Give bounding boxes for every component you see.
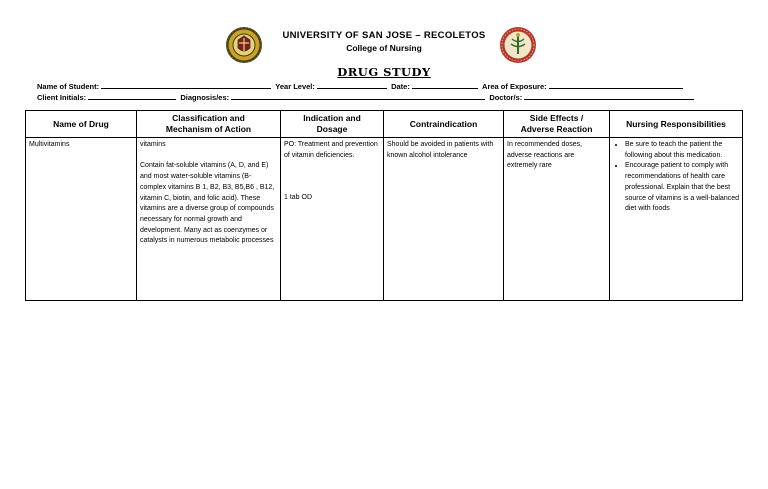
diagnosis-field[interactable] [231, 92, 485, 100]
indication-text: PO: Treatment and prevention of vitamin deficiencies. [284, 141, 378, 159]
client-initials-label: Client Initials: [37, 93, 87, 102]
doctor-label: Doctor/s: [489, 93, 523, 102]
student-name-field[interactable] [101, 81, 271, 89]
college-name: College of Nursing [346, 43, 422, 53]
form-row-2 [37, 92, 696, 102]
cell-drug-name: Multivitamins [26, 138, 137, 301]
cell-side-effects: In recommended doses, adverse reactions are extremely rare [504, 138, 610, 301]
list-item: • Be sure to teach the patient the following about this medication. [625, 140, 739, 161]
cell-indication [281, 138, 384, 301]
drug-study-table [25, 110, 743, 301]
area-of-exposure-field[interactable] [549, 81, 683, 89]
form-row-1 [37, 81, 685, 91]
client-initials-field[interactable] [88, 92, 176, 100]
cell-nursing-responsibilities [610, 138, 743, 301]
year-level-label: Year Level: [275, 82, 315, 91]
diagnosis-label: Diagnosis/es: [180, 93, 230, 102]
table-row [26, 138, 743, 301]
mechanism-text: Contain fat-soluble vitamins (A, D, and E) and most water-soluble vitamins (B-complex vitamins B 1, B2, B3, B5,B6 , B12, vitamin C, biotin, and folic acid). These vitamins are a diverse group of compounds necessary for normal growth and development. Many act as coenzymes or catalysts in numerous metabolic processes [140, 162, 275, 245]
cell-contraindication: Should be avoided in patients with known alcohol intolerance [384, 138, 504, 301]
header-indication: Indication and Dosage [281, 111, 384, 138]
header-name-of-drug: Name of Drug [26, 111, 137, 138]
date-label: Date: [391, 82, 410, 91]
area-of-exposure-label: Area of Exposure: [482, 82, 547, 91]
cell-classification [137, 138, 281, 301]
year-level-field[interactable] [317, 81, 387, 89]
student-name-label: Name of Student: [37, 82, 100, 91]
table-header-row [26, 111, 743, 138]
header-contraindication: Contraindication [384, 111, 504, 138]
university-name: UNIVERSITY OF SAN JOSE – RECOLETOS [282, 30, 486, 41]
header-nursing-responsibilities: Nursing Responsibilities [610, 111, 743, 138]
dosage-text: 1 tab OD [284, 194, 313, 202]
classification-text: vitamins [140, 141, 166, 148]
university-seal-logo [225, 26, 263, 64]
doctor-field[interactable] [524, 92, 694, 100]
date-field[interactable] [412, 81, 478, 89]
list-item: • Encourage patient to comply with recommendations of health care professional. Explain that the best source of vitamins is a well-balanced diet with foods [625, 161, 739, 215]
header-side-effects: Side Effects / Adverse Reaction [504, 111, 610, 138]
college-of-nursing-seal-logo [499, 26, 537, 64]
document-title: DRUG STUDY [337, 65, 431, 79]
header-classification: Classification and Mechanism of Action [137, 111, 281, 138]
